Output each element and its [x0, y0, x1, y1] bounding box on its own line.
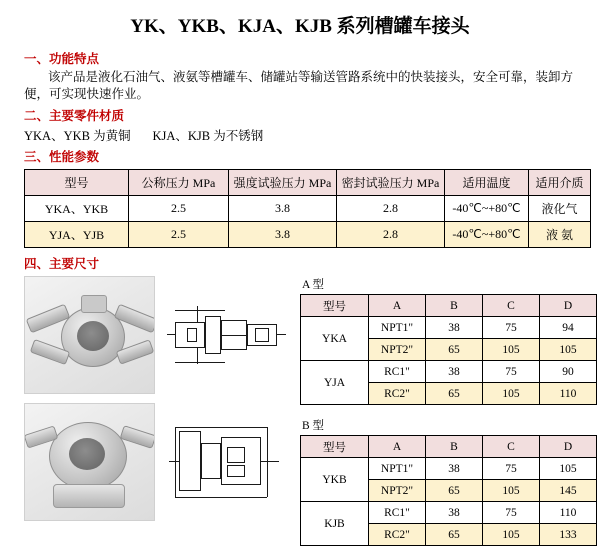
table-row: [301, 502, 597, 524]
materials-text: YKA、YKB 为黄铜 KJA、KJB 为不锈钢: [24, 129, 264, 143]
col-header-c: C: [483, 436, 540, 458]
cell-a: NPT2": [369, 339, 426, 361]
cell-medium: 液 氨: [529, 222, 591, 248]
cell-b: 65: [426, 383, 483, 405]
table-label-type-b: B 型: [302, 420, 325, 432]
technical-drawing-type-b: [161, 403, 292, 521]
section-heading-features: 一、功能特点: [24, 52, 100, 66]
technical-drawing-type-a: [161, 276, 292, 394]
cell-a: RC1": [369, 361, 426, 383]
dimension-table-type-a: [300, 294, 597, 405]
cell-b: 38: [426, 361, 483, 383]
dimension-table-type-b: [300, 435, 597, 546]
product-images-column: [24, 276, 292, 530]
col-header-b: B: [426, 436, 483, 458]
cell-medium: 液化气: [529, 196, 591, 222]
section-heading-materials: 二、主要零件材质: [24, 109, 125, 123]
cell-d: 110: [540, 502, 597, 524]
cell-c: 75: [483, 317, 540, 339]
section-heading-dimensions: 四、主要尺寸: [24, 257, 100, 271]
col-header-seal-test-pressure: 密封试验压力 MPa: [337, 170, 445, 196]
cell-b: 65: [426, 339, 483, 361]
cell-b: 38: [426, 458, 483, 480]
cell-temperature: -40℃~+80℃: [445, 222, 529, 248]
performance-table: [24, 169, 591, 248]
table-row: [301, 317, 597, 339]
col-header-model: 型号: [301, 436, 369, 458]
cell-b: 38: [426, 317, 483, 339]
col-header-d: D: [540, 295, 597, 317]
cell-a: NPT1": [369, 317, 426, 339]
cell-c: 75: [483, 502, 540, 524]
cell-model: YJA: [301, 361, 369, 405]
section-heading-performance: 三、性能参数: [24, 150, 100, 164]
cell-a: NPT2": [369, 480, 426, 502]
cell-b: 65: [426, 524, 483, 546]
cell-seal-test-pressure: 2.8: [337, 196, 445, 222]
cell-c: 105: [483, 383, 540, 405]
cell-b: 38: [426, 502, 483, 524]
cell-c: 105: [483, 524, 540, 546]
page-title: YK、YKB、KJA、KJB 系列槽罐车接头: [130, 16, 470, 37]
cell-d: 90: [540, 361, 597, 383]
col-header-model: 型号: [25, 170, 129, 196]
image-row-type-a: [24, 276, 292, 394]
product-photo-type-a: [24, 276, 155, 394]
col-header-a: A: [369, 436, 426, 458]
cell-strength-test-pressure: 3.8: [229, 222, 337, 248]
cell-c: 105: [483, 480, 540, 502]
cell-model: YKA、YKB: [25, 196, 129, 222]
col-header-d: D: [540, 436, 597, 458]
cell-nominal-pressure: 2.5: [129, 222, 229, 248]
cell-model: YKB: [301, 458, 369, 502]
dimension-tables-column: [300, 276, 596, 546]
cell-seal-test-pressure: 2.8: [337, 222, 445, 248]
col-header-model: 型号: [301, 295, 369, 317]
cell-model: YJA、YJB: [25, 222, 129, 248]
col-header-b: B: [426, 295, 483, 317]
col-header-temperature: 适用温度: [445, 170, 529, 196]
cell-model: YKA: [301, 317, 369, 361]
cell-d: 133: [540, 524, 597, 546]
table-row: [25, 222, 591, 248]
cell-nominal-pressure: 2.5: [129, 196, 229, 222]
cell-c: 75: [483, 458, 540, 480]
cell-a: RC2": [369, 524, 426, 546]
cell-a: RC2": [369, 383, 426, 405]
table-row: [25, 196, 591, 222]
cell-d: 105: [540, 339, 597, 361]
cell-d: 94: [540, 317, 597, 339]
col-header-nominal-pressure: 公称压力 MPa: [129, 170, 229, 196]
cell-c: 75: [483, 361, 540, 383]
image-row-type-b: [24, 403, 292, 521]
table-header-row: [301, 436, 597, 458]
table-header-row: [301, 295, 597, 317]
cell-strength-test-pressure: 3.8: [229, 196, 337, 222]
col-header-a: A: [369, 295, 426, 317]
table-header-row: [25, 170, 591, 196]
cell-b: 65: [426, 480, 483, 502]
table-row: [301, 361, 597, 383]
cell-model: KJB: [301, 502, 369, 546]
features-text: 该产品是液化石油气、液氨等槽罐车、储罐站等输送管路系统中的快装接头，安全可靠，装卸方便，可实现快速作业。: [24, 70, 574, 101]
col-header-strength-test-pressure: 强度试验压力 MPa: [229, 170, 337, 196]
cell-a: NPT1": [369, 458, 426, 480]
cell-temperature: -40℃~+80℃: [445, 196, 529, 222]
table-row: [301, 458, 597, 480]
cell-d: 145: [540, 480, 597, 502]
cell-c: 105: [483, 339, 540, 361]
col-header-medium: 适用介质: [529, 170, 591, 196]
table-label-type-a: A 型: [302, 279, 325, 291]
col-header-c: C: [483, 295, 540, 317]
product-photo-type-b: [24, 403, 155, 521]
cell-d: 110: [540, 383, 597, 405]
cell-d: 105: [540, 458, 597, 480]
cell-a: RC1": [369, 502, 426, 524]
